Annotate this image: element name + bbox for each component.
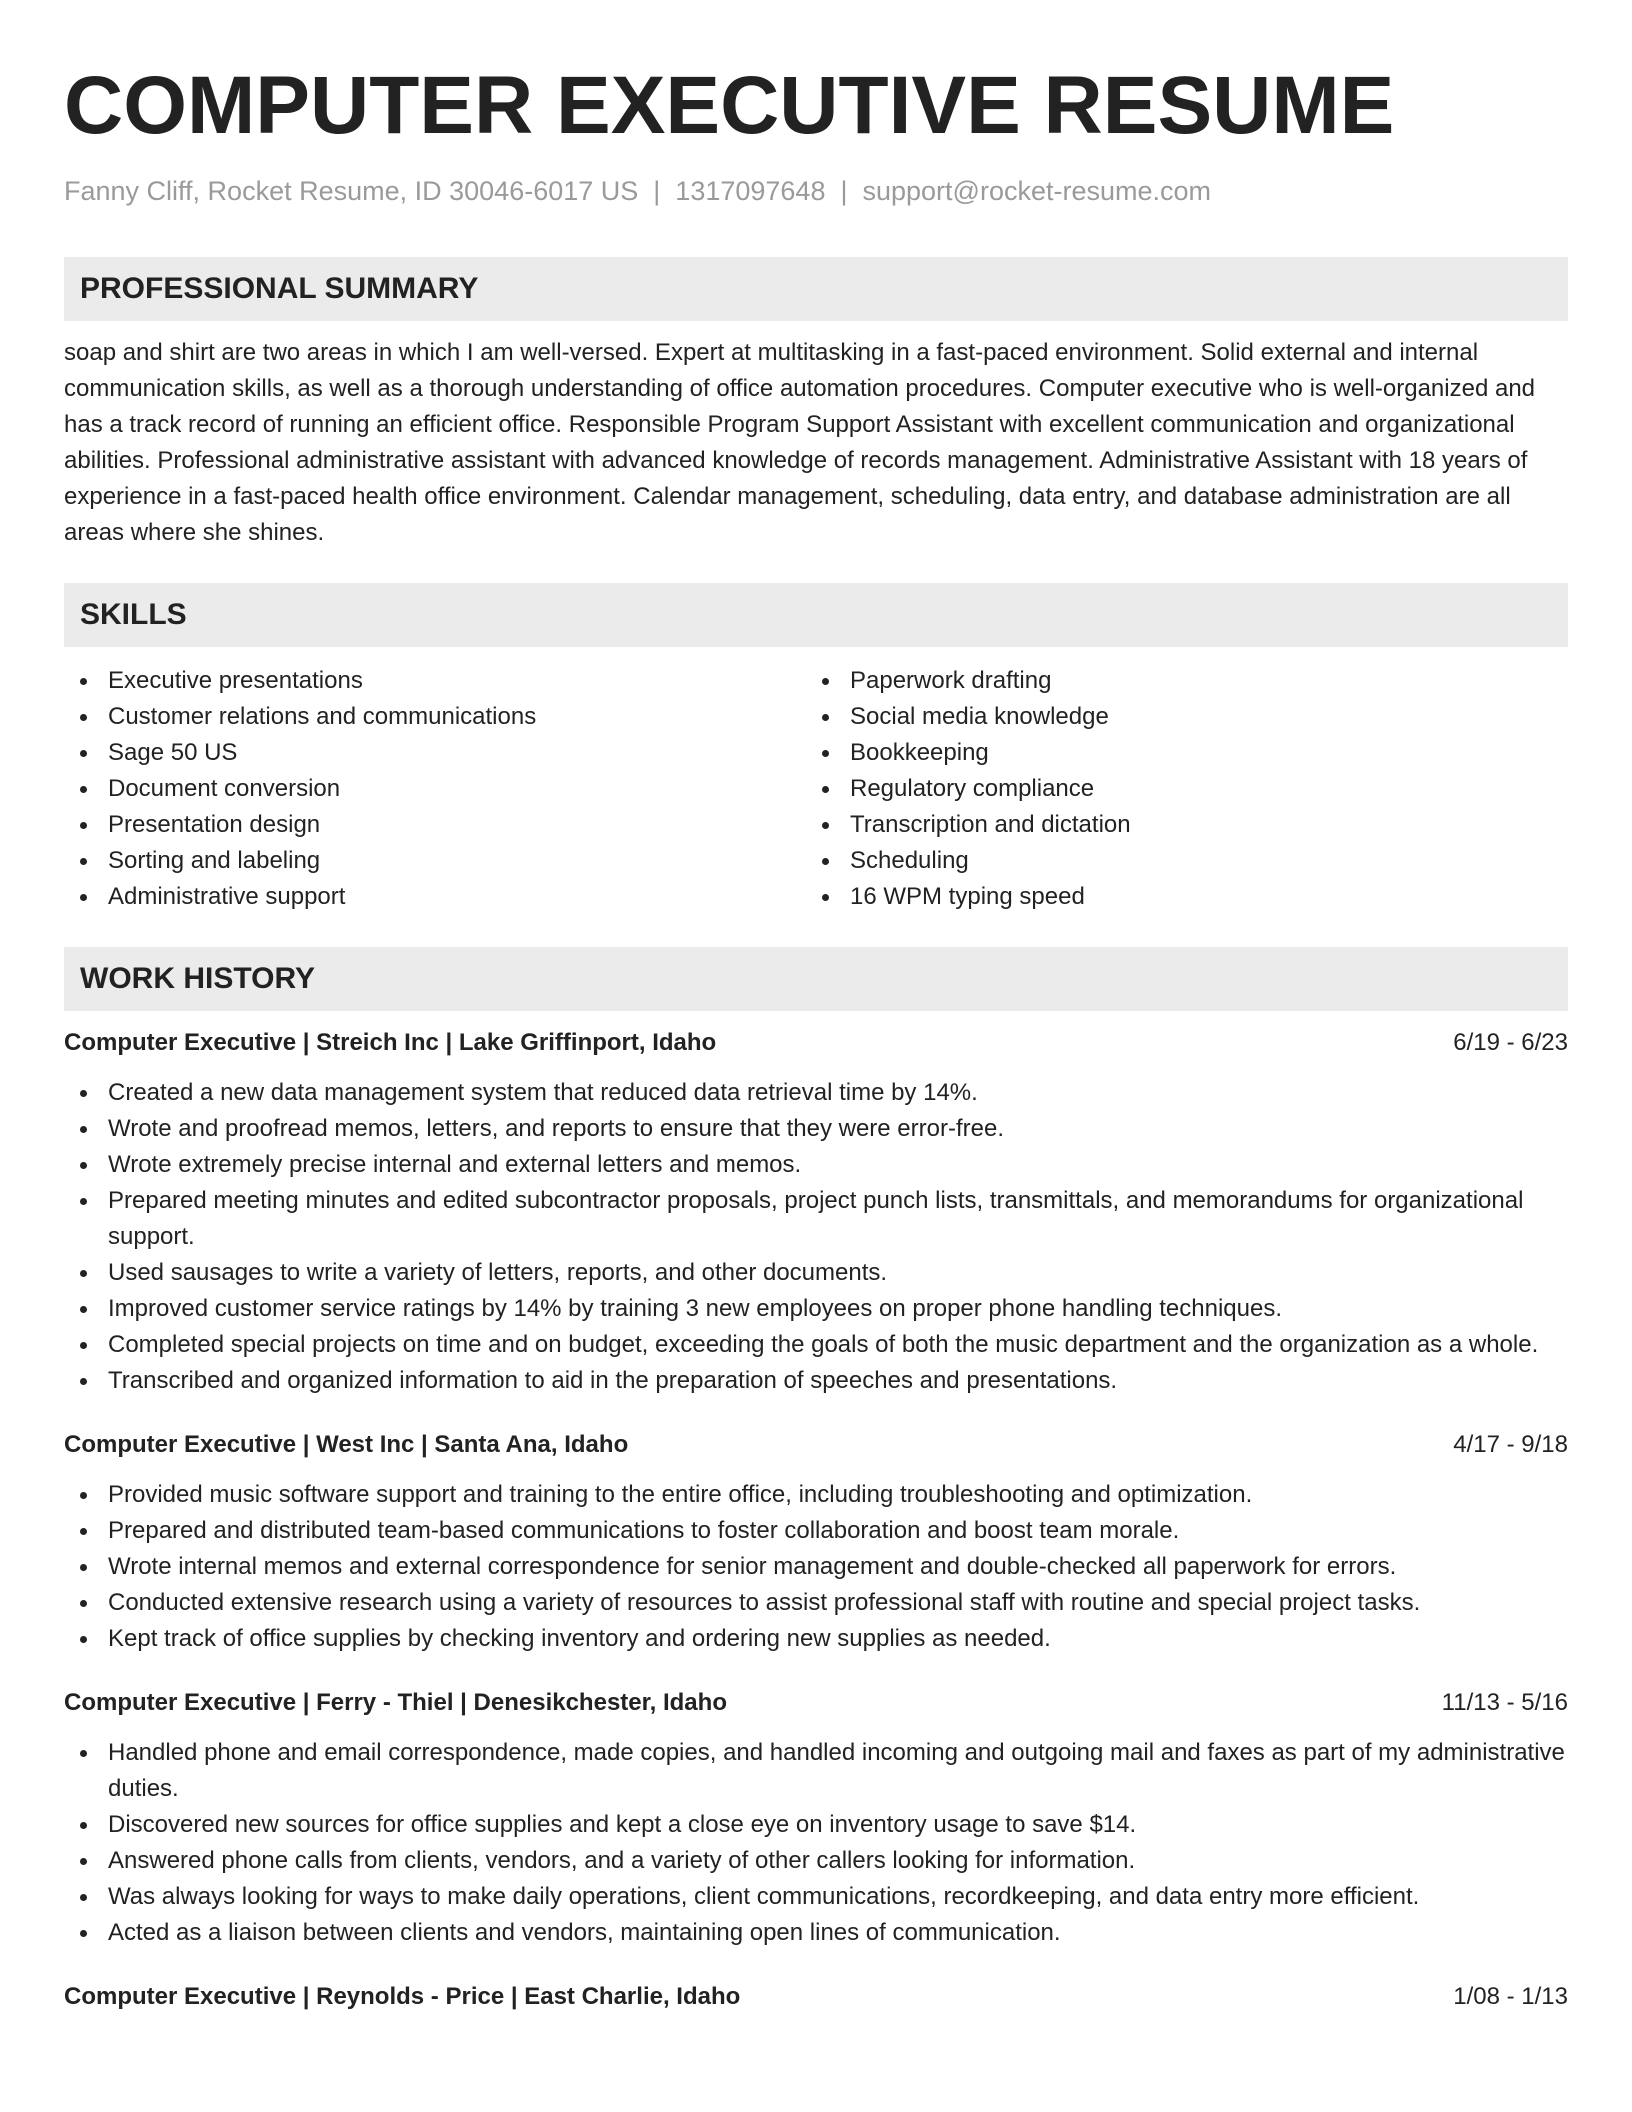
skill-item: Social media knowledge — [806, 699, 1548, 735]
resume-title: COMPUTER EXECUTIVE RESUME — [64, 60, 1395, 151]
skill-item: Scheduling — [806, 843, 1548, 879]
job-bullet: Handled phone and email correspondence, made copies, and handled incoming and outgoing mail and faxes as part of my administrative duties. — [64, 1735, 1568, 1807]
job-bullet: Was always looking for ways to make daily operations, client communications, recordkeeping, and data entry more efficient. — [64, 1879, 1568, 1915]
skill-item: Executive presentations — [64, 663, 806, 699]
section-header-work-history: WORK HISTORY — [64, 947, 1568, 1011]
contact-separator: | — [653, 176, 661, 206]
job-bullet: Answered phone calls from clients, vendors, and a variety of other callers looking for information. — [64, 1843, 1568, 1879]
skill-item: 16 WPM typing speed — [806, 879, 1548, 915]
job-bullet: Wrote and proofread memos, letters, and reports to ensure that they were error-free. — [64, 1111, 1568, 1147]
job-entry — [64, 1981, 1568, 2013]
skill-item: Transcription and dictation — [806, 807, 1548, 843]
job-header — [64, 1687, 1568, 1719]
job-bullet: Provided music software support and training to the entire office, including troubleshooting and optimization. — [64, 1477, 1568, 1513]
job-bullet-list — [64, 1735, 1568, 1951]
contact-email: support@rocket-resume.com — [862, 176, 1212, 206]
job-entry — [64, 1429, 1568, 1657]
skill-item: Regulatory compliance — [806, 771, 1548, 807]
job-dates: 1/08 - 1/13 — [1453, 1983, 1568, 2010]
job-bullet: Wrote internal memos and external correspondence for senior management and double-checked all paperwork for errors. — [64, 1549, 1568, 1585]
skill-item: Sage 50 US — [64, 735, 806, 771]
job-bullet: Conducted extensive research using a variety of resources to assist professional staff with routine and special project tasks. — [64, 1585, 1568, 1621]
job-bullet: Completed special projects on time and on budget, exceeding the goals of both the music department and the organization as a whole. — [64, 1327, 1568, 1363]
skill-item: Bookkeeping — [806, 735, 1548, 771]
job-title: Computer Executive | Streich Inc | Lake Griffinport, Idaho — [64, 1029, 717, 1056]
job-bullet: Acted as a liaison between clients and vendors, maintaining open lines of communication. — [64, 1915, 1568, 1951]
job-bullet: Prepared meeting minutes and edited subcontractor proposals, project punch lists, transmittals, and memorandums for organizational support. — [64, 1183, 1568, 1255]
job-bullet: Prepared and distributed team-based communications to foster collaboration and boost team morale. — [64, 1513, 1568, 1549]
summary-text: soap and shirt are two areas in which I am well-versed. Expert at multitasking in a fast-paced environment. Solid external and internal communication skills, as well as a thorough understanding of office automation procedures. Computer executive who is well-organized and has a track record of running an efficient office. Responsible Program Support Assistant with excellent communication and organizational abilities. Professional administrative assistant with advanced knowledge of records management. Administrative Assistant with 18 years of experience in a fast-paced health office environment. Calendar management, scheduling, data entry, and database administration are all areas where she shines. — [64, 339, 1536, 546]
skill-item: Document conversion — [64, 771, 806, 807]
skill-item: Paperwork drafting — [806, 663, 1548, 699]
skills-list-left — [64, 663, 806, 915]
job-bullet-list — [64, 1075, 1568, 1399]
job-dates: 11/13 - 5/16 — [1441, 1689, 1568, 1716]
job-bullet-list — [64, 1477, 1568, 1657]
job-title: Computer Executive | Reynolds - Price | East Charlie, Idaho — [64, 1983, 741, 2010]
skill-item: Sorting and labeling — [64, 843, 806, 879]
skill-item: Customer relations and communications — [64, 699, 806, 735]
job-bullet: Created a new data management system that reduced data retrieval time by 14%. — [64, 1075, 1568, 1111]
job-title: Computer Executive | West Inc | Santa Ana, Idaho — [64, 1431, 629, 1458]
job-bullet: Kept track of office supplies by checking inventory and ordering new supplies as needed. — [64, 1621, 1568, 1657]
contact-address: Fanny Cliff, Rocket Resume, ID 30046-6017 US — [64, 176, 639, 206]
section-header-skills: SKILLS — [64, 583, 1568, 647]
skills-grid — [64, 663, 1568, 915]
skill-item: Presentation design — [64, 807, 806, 843]
section-header-summary: PROFESSIONAL SUMMARY — [64, 257, 1568, 321]
job-entry — [64, 1687, 1568, 1951]
contact-phone: 1317097648 — [675, 176, 826, 206]
skill-item: Administrative support — [64, 879, 806, 915]
job-bullet: Wrote extremely precise internal and external letters and memos. — [64, 1147, 1568, 1183]
job-dates: 4/17 - 9/18 — [1453, 1431, 1568, 1458]
job-bullet: Discovered new sources for office supplies and kept a close eye on inventory usage to save $14. — [64, 1807, 1568, 1843]
job-bullet: Improved customer service ratings by 14% by training 3 new employees on proper phone handling techniques. — [64, 1291, 1568, 1327]
job-dates: 6/19 - 6/23 — [1453, 1029, 1568, 1056]
job-header — [64, 1981, 1568, 2013]
contact-separator: | — [840, 176, 848, 206]
job-header — [64, 1027, 1568, 1059]
resume-page — [64, 60, 1568, 2013]
skills-list-right — [806, 663, 1548, 915]
job-bullet: Used sausages to write a variety of letters, reports, and other documents. — [64, 1255, 1568, 1291]
job-title: Computer Executive | Ferry - Thiel | Denesikchester, Idaho — [64, 1689, 727, 1716]
job-header — [64, 1429, 1568, 1461]
job-entry — [64, 1027, 1568, 1399]
job-bullet: Transcribed and organized information to aid in the preparation of speeches and presentations. — [64, 1363, 1568, 1399]
contact-line — [64, 174, 1568, 208]
